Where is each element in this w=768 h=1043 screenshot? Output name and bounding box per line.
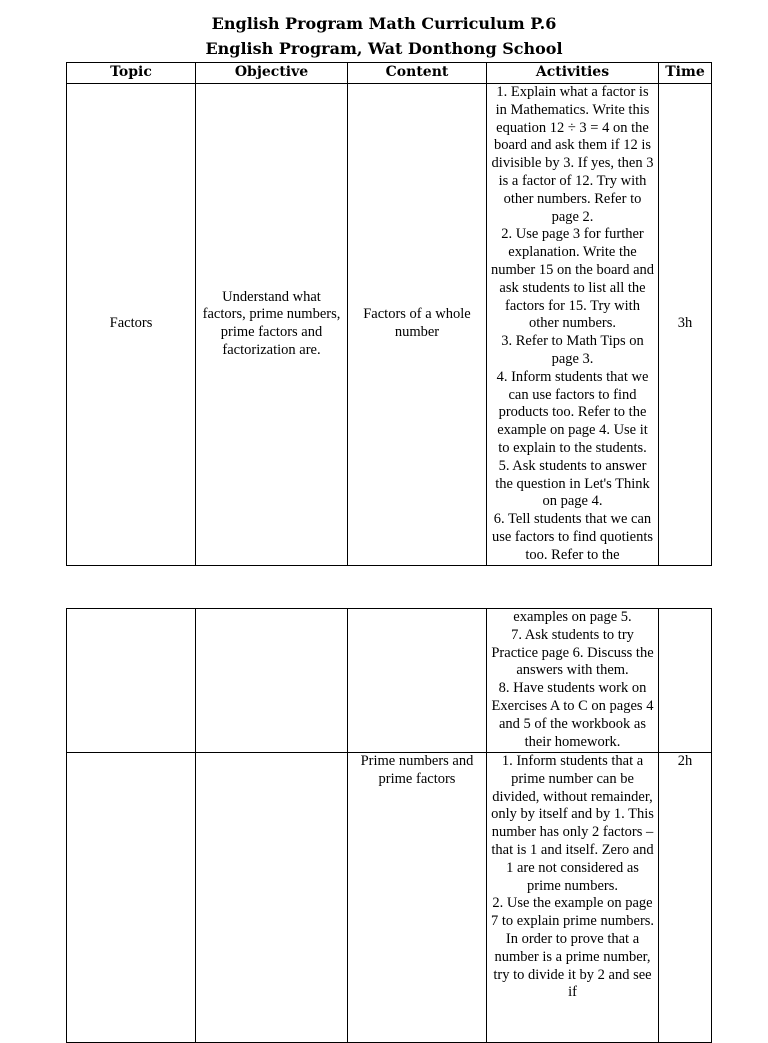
content-cell xyxy=(348,609,487,753)
column-header-objective: Objective xyxy=(196,63,348,84)
time-cell xyxy=(659,609,712,753)
topic-cell: Factors xyxy=(67,84,196,566)
objective-cell xyxy=(196,753,348,1043)
table-row xyxy=(67,609,712,753)
table-header-row xyxy=(67,63,712,84)
table-row xyxy=(67,753,712,1043)
content-cell: Prime numbers and prime factors xyxy=(348,753,487,1043)
curriculum-table-page-1 xyxy=(66,62,712,566)
document-title: English Program Math Curriculum P.6 xyxy=(211,14,557,33)
time-cell: 3h xyxy=(659,84,712,566)
document-subtitle: English Program, Wat Donthong School xyxy=(205,39,563,58)
activities-cell: 1. Explain what a factor is in Mathematics. Write this equation 12 ÷ 3 = 4 on the board and ask them if 12 is divisible by 3. If yes, then 3 is a factor of 12. Try with other numbers. Refer to page 2. 2. Use page 3 for further explanation. Write the number 15 on the board and ask students to list all the factors for 15. Try with other numbers. 3. Refer to Math Tips on page 3. 4. Inform students that we can use factors to find products too. Refer to the example on page 4. Use it to explain to the students. 5. Ask students to answer the question in Let's Think on page 4. 6. Tell students that we can use factors to find quotients too. Refer to the xyxy=(487,84,659,566)
objective-cell xyxy=(196,609,348,753)
objective-cell: Understand what factors, prime numbers, prime factors and factorization are. xyxy=(196,84,348,566)
topic-cell xyxy=(67,753,196,1043)
table-row xyxy=(67,84,712,566)
activities-cell: examples on page 5. 7. Ask students to try Practice page 6. Discuss the answers with them. 8. Have students work on Exercises A to C on pages 4 and 5 of the workbook as their homework. xyxy=(487,609,659,753)
column-header-content: Content xyxy=(348,63,487,84)
time-cell: 2h xyxy=(659,753,712,1043)
curriculum-table-page-2 xyxy=(66,608,712,1043)
column-header-topic: Topic xyxy=(67,63,196,84)
activities-cell: 1. Inform students that a prime number can be divided, without remainder, only by itself and by 1. This number has only 2 factors – that is 1 and itself. Zero and 1 are not considered as prime numbers. 2. Use the example on page 7 to explain prime numbers. In order to prove that a number is a prime number, try to divide it by 2 and see if xyxy=(487,753,659,1043)
column-header-activities: Activities xyxy=(487,63,659,84)
column-header-time: Time xyxy=(659,63,712,84)
content-cell: Factors of a whole number xyxy=(348,84,487,566)
topic-cell xyxy=(67,609,196,753)
